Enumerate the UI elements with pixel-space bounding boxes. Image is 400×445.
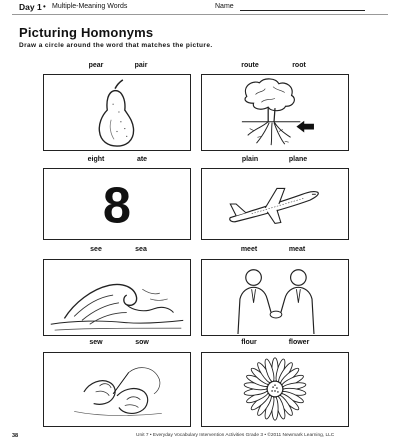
word-choice[interactable]: pear xyxy=(88,62,104,69)
number-eight-icon xyxy=(44,169,190,239)
header-divider xyxy=(12,14,388,15)
word-choice[interactable]: plain xyxy=(241,156,259,163)
pear-icon xyxy=(44,75,190,150)
word-choice[interactable]: sew xyxy=(89,339,103,346)
tree-roots-icon xyxy=(202,75,348,150)
word-choice[interactable]: route xyxy=(241,62,259,69)
footer-credit: Unit 7 • Everyday Vocabulary Intervention Activities Grade 3 • ©2011 Newmark Learning, LLC xyxy=(136,433,335,438)
instructions: Draw a circle around the word that matches the picture. xyxy=(19,42,213,49)
word-choice[interactable]: meet xyxy=(240,246,258,253)
numeral-eight: 8 xyxy=(102,176,132,234)
picture-panel-eight xyxy=(43,168,191,240)
word-choice[interactable]: sow xyxy=(135,339,149,346)
day-label: Day 1 xyxy=(19,2,42,12)
picture-panel-pear xyxy=(43,74,191,151)
page-title: Picturing Homonyms xyxy=(19,25,154,40)
sewing-hands-icon xyxy=(44,353,190,426)
name-label: Name xyxy=(215,2,234,10)
worksheet-header xyxy=(12,0,388,14)
word-choice[interactable]: see xyxy=(90,246,102,253)
picture-panel-flower xyxy=(201,352,349,427)
word-choice[interactable]: flour xyxy=(241,339,257,346)
word-choice[interactable]: eight xyxy=(87,156,105,163)
word-choice[interactable]: pair xyxy=(134,62,148,69)
header-bullet: • xyxy=(43,2,46,11)
word-choice[interactable]: sea xyxy=(135,246,147,253)
page-number: 38 xyxy=(12,433,19,439)
picture-panel-handshake xyxy=(201,259,349,336)
name-field-line[interactable] xyxy=(240,10,365,11)
handshake-icon xyxy=(202,260,348,335)
picture-panel-sea xyxy=(43,259,191,336)
word-choice[interactable]: plane xyxy=(288,156,308,163)
word-choice[interactable]: ate xyxy=(136,156,148,163)
picture-panel-airplane xyxy=(201,168,349,240)
word-choice[interactable]: meat xyxy=(288,246,306,253)
airplane-icon xyxy=(202,169,348,239)
word-choice[interactable]: root xyxy=(292,62,306,69)
word-choice[interactable]: flower xyxy=(288,339,310,346)
picture-panel-sewing xyxy=(43,352,191,427)
daisy-flower-icon xyxy=(202,353,348,426)
ocean-wave-icon xyxy=(44,260,190,335)
subject-label: Multiple-Meaning Words xyxy=(52,2,128,10)
picture-panel-tree xyxy=(201,74,349,151)
